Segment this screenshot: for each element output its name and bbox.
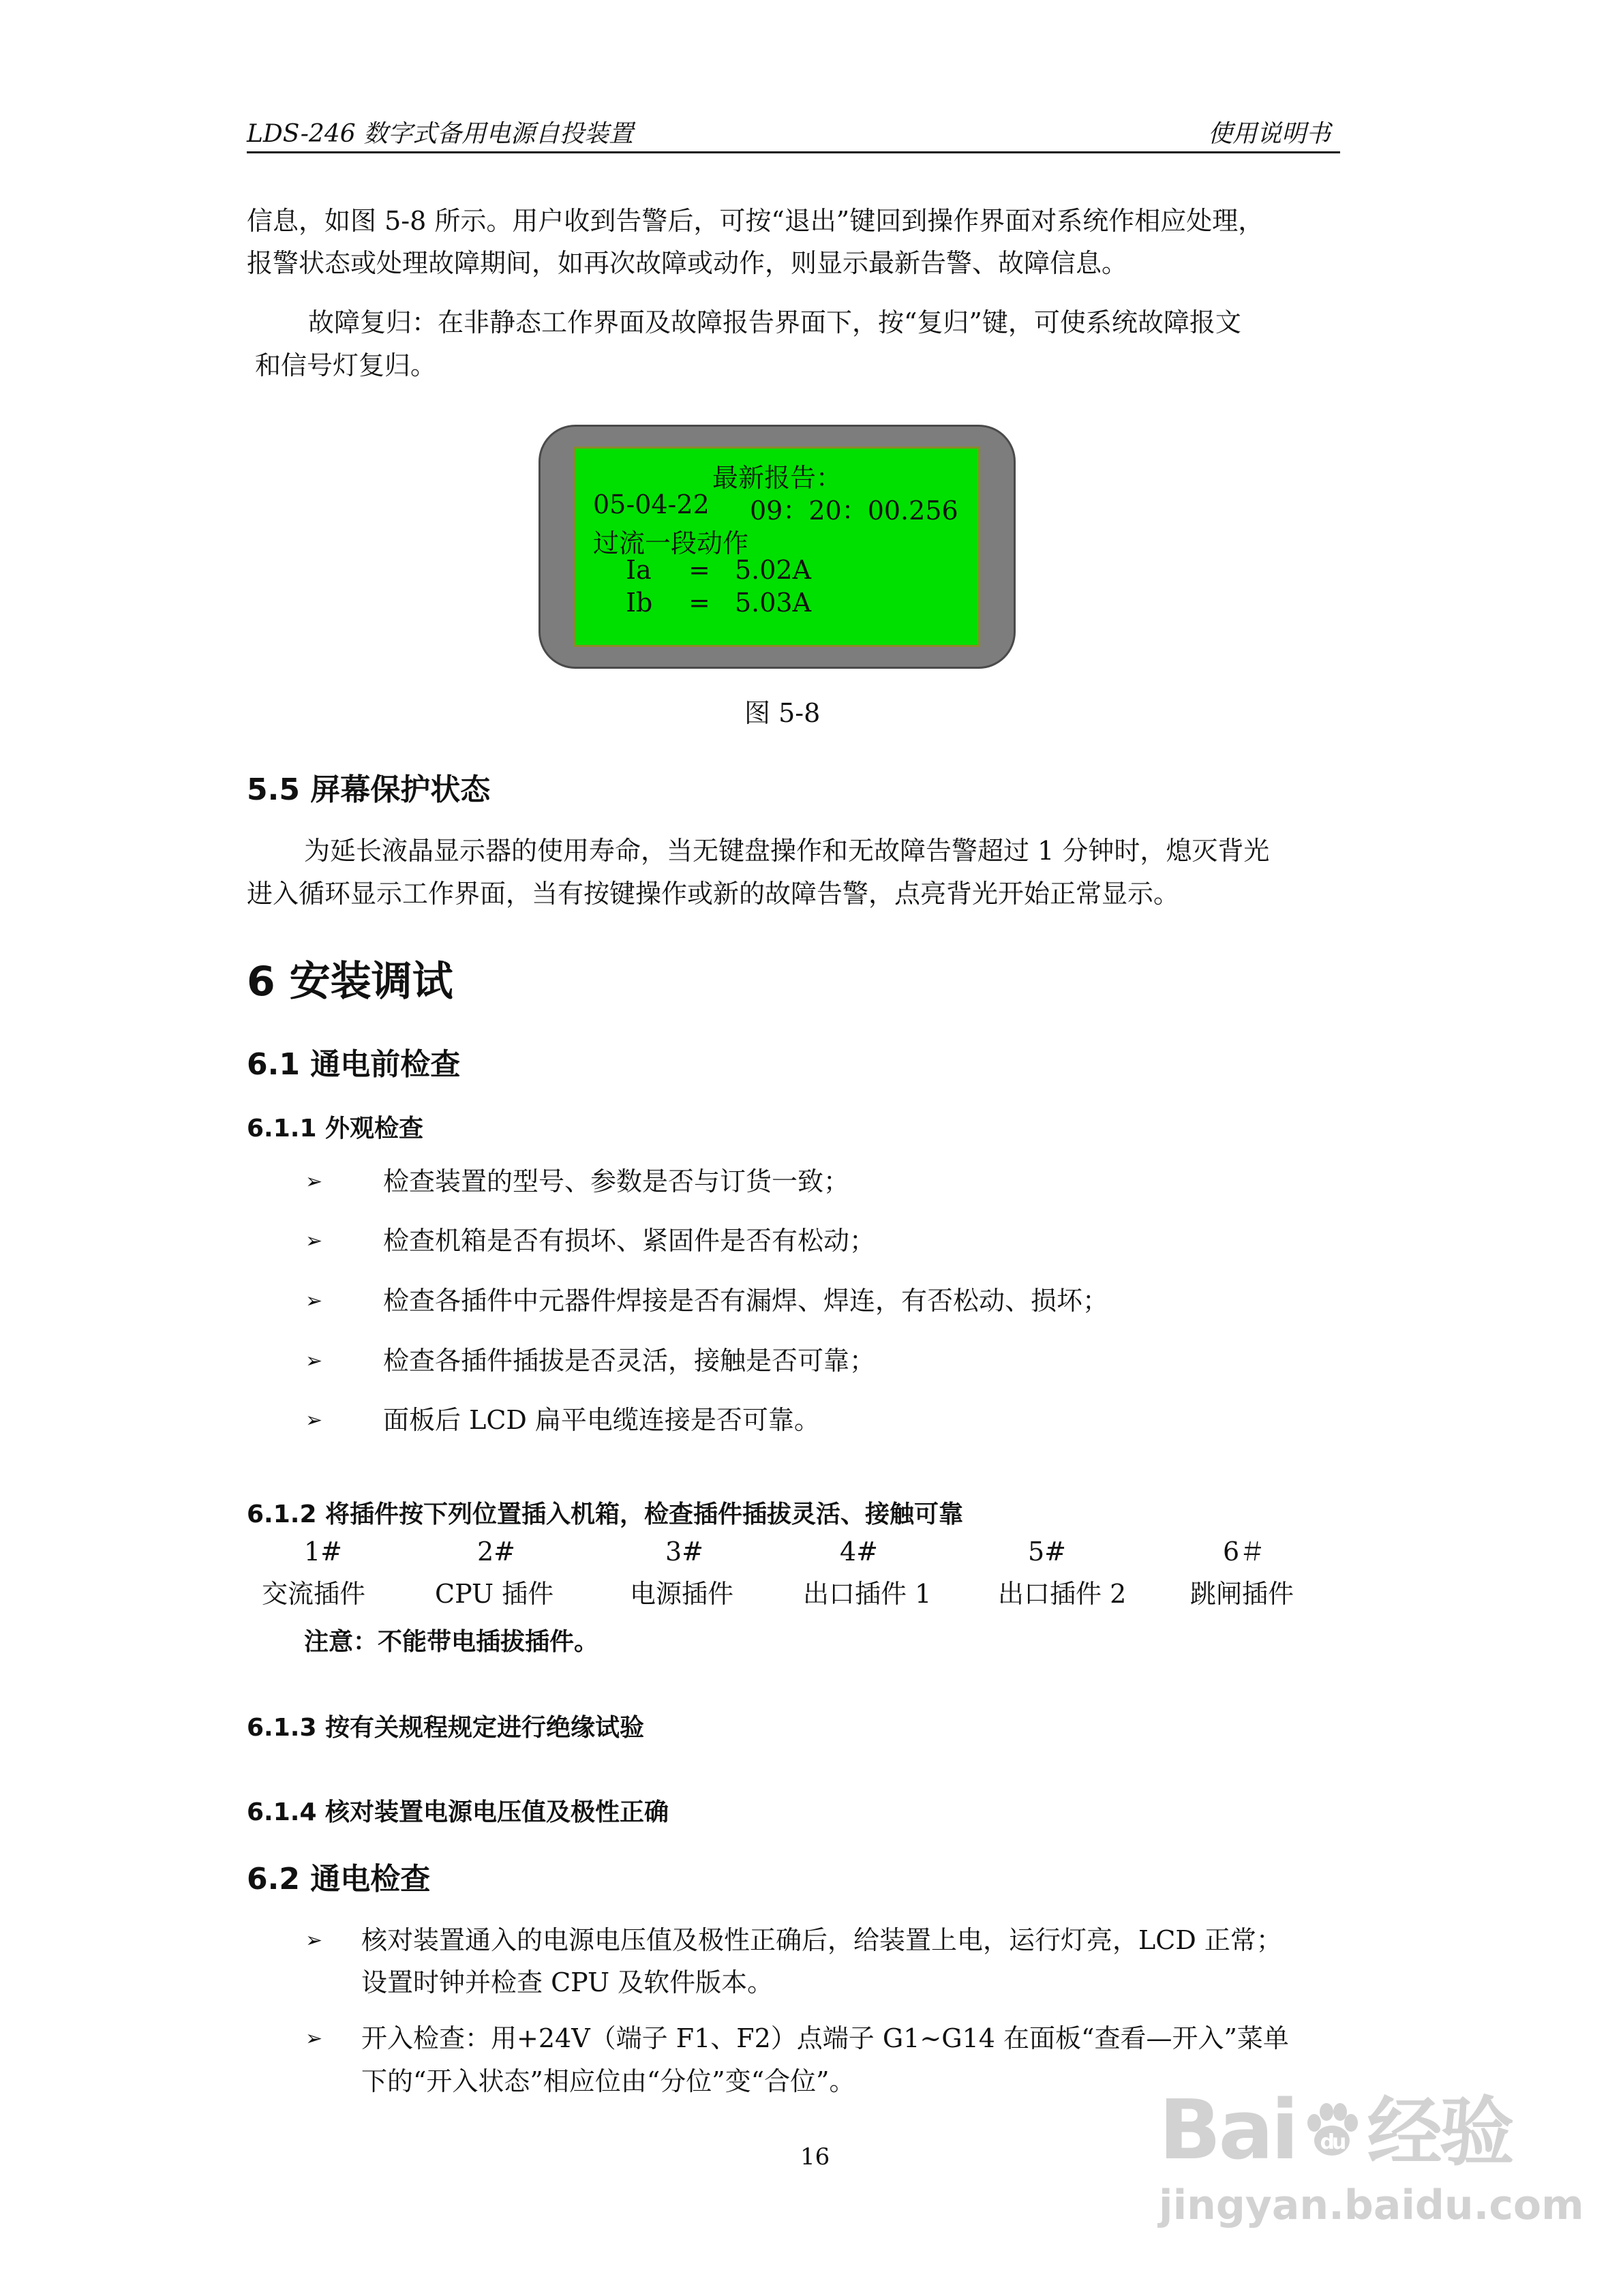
sec55-line-1: 为延长液晶显示器的使用寿命，当无键盘操作和无故障告警超过 1 分钟时，熄灭背光 [304,836,1270,866]
header-title: LDS-246 数字式备用电源自投装置 [247,120,634,148]
baidu-watermark-logo [1159,2072,1512,2180]
slot-label: 3# [665,1537,704,1567]
bullet-icon: ➢ [305,1170,323,1194]
slot-label: 5# [1028,1537,1067,1567]
power-check-line-2: 设置时钟并检查 CPU 及软件版本。 [361,1967,774,1997]
bullet-icon: ➢ [305,1229,323,1253]
sec55-line-2: 进入循环显示工作界面，当有按键操作或新的故障告警，点亮背光开始正常显示。 [247,879,1180,909]
watermark-brand: Bai [1159,2083,1296,2178]
bullet-icon: ➢ [305,1349,323,1373]
watermark-du: du [1320,2130,1344,2154]
lcd-row-eq: = [688,555,710,585]
header-doc-type: 使用说明书 [1208,120,1331,148]
plugin-label: 出口插件 2 [998,1579,1127,1609]
plugin-label: 跳闸插件 [1190,1579,1294,1609]
plugin-label: 电源插件 [630,1579,734,1609]
section-6-1-1-heading: 6.1.1 外观检查 [247,1115,424,1143]
power-check-line-1: 核对装置通入的电源电压值及极性正确后，给装置上电，运行灯亮，LCD 正常； [361,1925,1282,1955]
check-item: 检查各插件中元器件焊接是否有漏焊、焊连，有否松动、损坏； [383,1286,1109,1316]
bullet-icon: ➢ [305,1289,323,1313]
lcd-event: 过流一段动作 [593,528,749,558]
lcd-row-name: Ib [626,588,653,618]
slot-label: 4# [840,1537,879,1567]
page-number: 16 [800,2143,830,2171]
intro-line-1: 信息，如图 5-8 所示。用户收到告警后，可按“退出”键回到操作界面对系统作相应处理， [247,206,1264,236]
slot-label: 6＃ [1223,1537,1266,1567]
lcd-time: 09：20：00.256 [750,496,958,526]
slot-label: 1# [304,1537,343,1567]
section-6-1-heading: 6.1 通电前检查 [247,1047,461,1082]
lcd-row-eq: = [688,588,710,618]
section-5-5-heading: 5.5 屏幕保护状态 [247,772,491,807]
section-6-2-heading: 6.2 通电检查 [247,1862,431,1897]
chapter-6-heading: 6 安装调试 [247,958,453,1006]
intro-line-2: 报警状态或处理故障期间，如再次故障或动作，则显示最新告警、故障信息。 [247,248,1128,278]
plugin-label: CPU 插件 [435,1579,554,1609]
reset-line-2: 和信号灯复归。 [255,350,437,380]
paw-icon [1299,2087,1365,2153]
figure-caption: 图 5-8 [744,698,821,728]
bullet-icon: ➢ [305,1929,323,1952]
warning-note: 注意：不能带电插拔插件。 [304,1628,599,1656]
input-check-line-1: 开入检查：用+24V（端子 F1、F2）点端子 G1~G14 在面板“查看—开入”菜单 [361,2023,1289,2053]
header-divider [247,151,1340,153]
lcd-row-value: 5.02A [735,555,812,585]
bullet-icon: ➢ [305,1408,323,1432]
watermark-jingyan: 经验 [1367,2089,1512,2176]
reset-line-1: 故障复归：在非静态工作界面及故障报告界面下，按“复归”键，可使系统故障报文 [308,307,1241,337]
lcd-row-value: 5.03A [735,588,812,618]
lcd-title: 最新报告： [712,463,843,493]
bullet-icon: ➢ [305,2027,323,2051]
input-check-line-2: 下的“开入状态”相应位由“分位”变“合位”。 [361,2066,855,2096]
check-item: 检查机箱是否有损坏、紧固件是否有松动； [383,1226,876,1256]
plugin-label: 交流插件 [262,1579,366,1609]
check-item: 检查各插件插拔是否灵活，接触是否可靠； [383,1346,876,1376]
check-item: 检查装置的型号、参数是否与订货一致； [383,1166,850,1196]
check-item: 面板后 LCD 扁平电缆连接是否可靠。 [383,1405,820,1435]
section-6-1-4-heading: 6.1.4 核对装置电源电压值及极性正确 [247,1798,669,1826]
lcd-date: 05-04-22 [593,489,710,519]
lcd-row-name: Ia [626,555,652,585]
slot-label: 2# [477,1537,516,1567]
section-6-1-3-heading: 6.1.3 按有关规程规定进行绝缘试验 [247,1714,645,1742]
watermark-url: jingyan.baidu.com [1159,2181,1584,2229]
plugin-label: 出口插件 1 [803,1579,932,1609]
section-6-1-2-heading: 6.1.2 将插件按下列位置插入机箱，检查插件插拔灵活、接触可靠 [247,1500,964,1528]
